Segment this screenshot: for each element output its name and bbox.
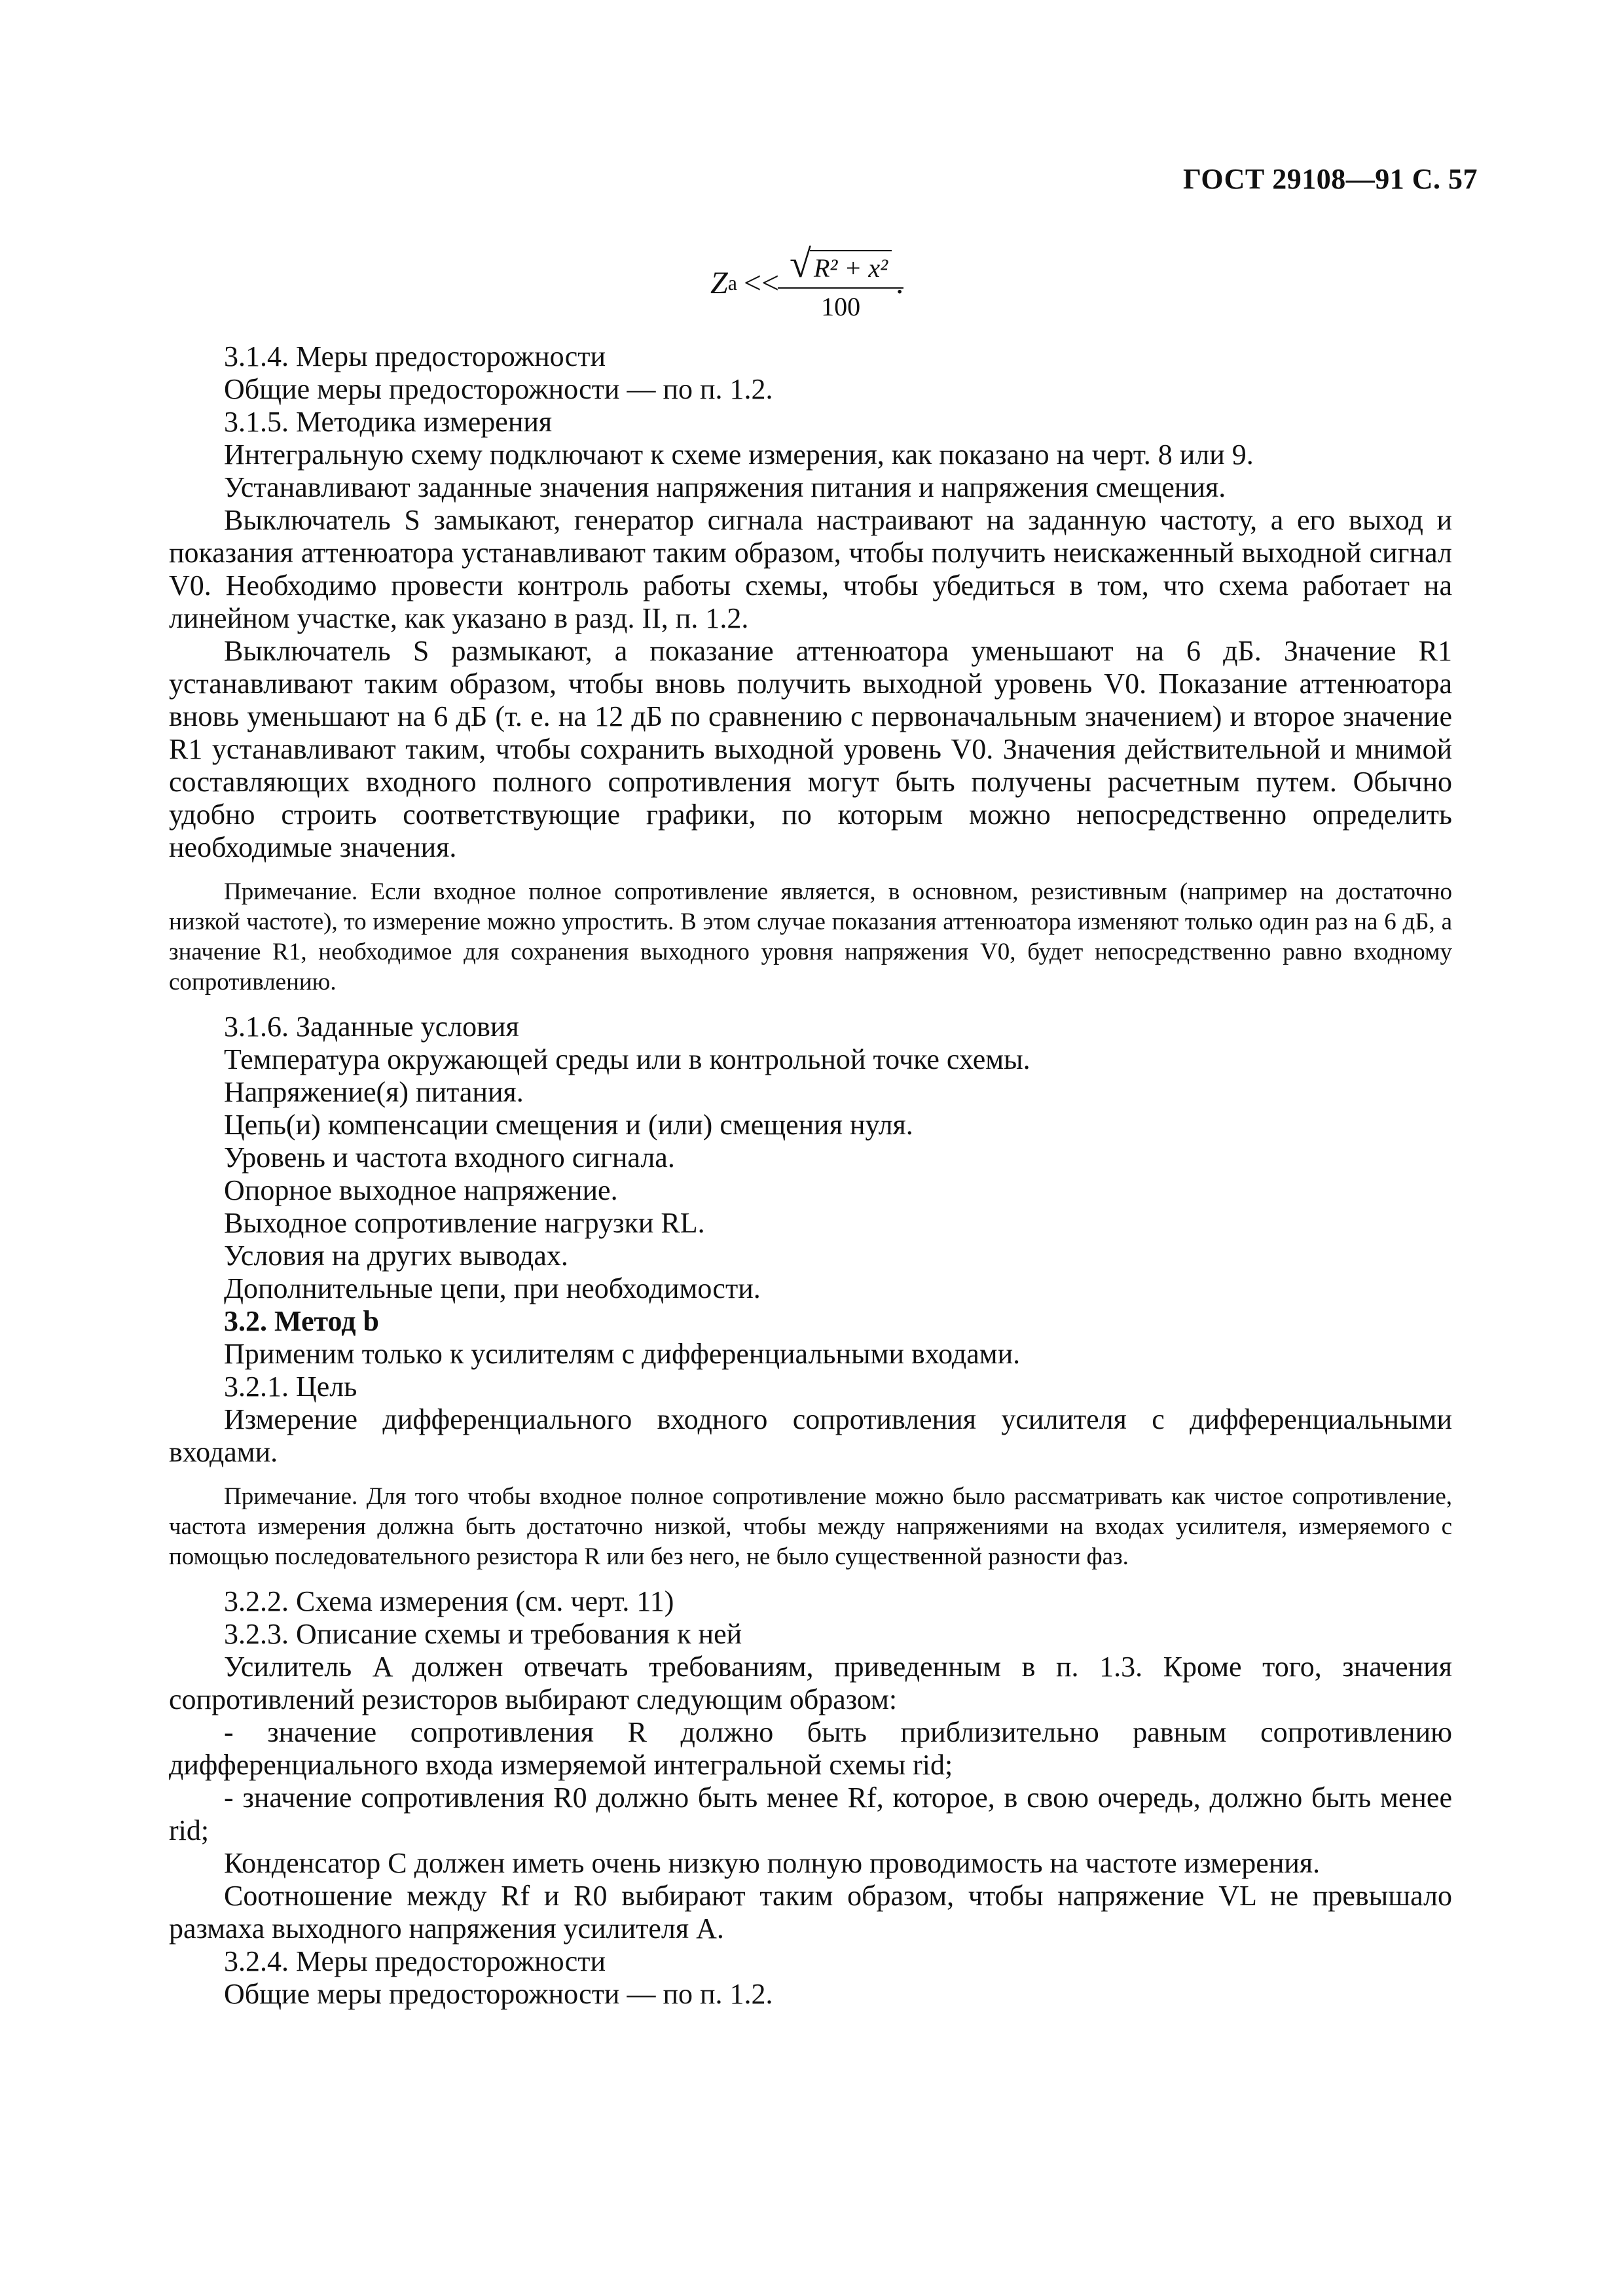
paragraph: Напряжение(я) питания. bbox=[224, 1076, 524, 1108]
paragraph: 3.2.1. Цель bbox=[224, 1371, 357, 1403]
paragraph: Соотношение между Rf и R0 выбирают таким образом, чтобы напряжение VL не превышало размаха выходного напряжения усилителя A. bbox=[169, 1880, 1452, 1945]
paragraph: 3.1.4. Меры предосторожности bbox=[224, 340, 606, 372]
paragraph: Применим только к усилителям с дифференциальными входами. bbox=[224, 1338, 1021, 1370]
paragraph: Цепь(и) компенсации смещения и (или) смещения нуля. bbox=[224, 1109, 913, 1141]
paragraph: 3.2.3. Описание схемы и требования к ней bbox=[224, 1618, 742, 1650]
paragraph: 3.1.6. Заданные условия bbox=[224, 1011, 519, 1043]
sqrt-sign: √ bbox=[790, 242, 811, 285]
page-header: ГОСТ 29108—91 С. 57 bbox=[1182, 163, 1478, 195]
paragraph: Конденсатор C должен иметь очень низкую полную проводимость на частоте измерения. bbox=[224, 1847, 1321, 1879]
formula-radicand: R² + x² bbox=[810, 250, 892, 283]
paragraph: 3.1.5. Методика измерения bbox=[224, 406, 553, 438]
paragraph: Выключатель S замыкают, генератор сигнала настраивают на заданную частоту, а его выход и показания аттенюатора устанавливают таким образом, чтобы получить неискаженный выходной сигнал V0. Необходимо провести контроль работы схемы, чтобы убедиться в том, что схема работает на линейном участке, как указано в разд. II, п. 1.2. bbox=[169, 504, 1452, 634]
paragraph: Измерение дифференциального входного сопротивления усилителя с дифференциальными входами. bbox=[169, 1403, 1452, 1468]
formula-lhs: Z bbox=[710, 265, 728, 300]
paragraph: Интегральную схему подключают к схеме измерения, как показано на черт. 8 или 9. bbox=[224, 439, 1254, 471]
paragraph: - значение сопротивления R0 должно быть менее Rf, которое, в свою очередь, должно быть менее rid; bbox=[169, 1782, 1452, 1846]
formula-operator: << bbox=[743, 265, 780, 300]
paragraph: - значение сопротивления R должно быть приблизительно равным сопротивлению дифференциального входа измеряемой интегральной схемы rid; bbox=[169, 1716, 1452, 1781]
paragraph: Опорное выходное напряжение. bbox=[224, 1174, 618, 1206]
formula-numerator bbox=[786, 244, 896, 287]
formula-fraction bbox=[786, 244, 896, 322]
paragraph: Общие меры предосторожности — по п. 1.2. bbox=[224, 1978, 773, 2010]
formula-lhs-sub: а bbox=[727, 270, 737, 295]
section-heading: 3.2. Метод b bbox=[224, 1305, 379, 1337]
note: Примечание. Для того чтобы входное полное сопротивление можно было рассматривать как чистое сопротивление, частота измерения должна быть достаточно низкой, чтобы между напряжениями на входах усилителя, измеряемого с помощью последовательного резистора R или без него, не было существенной разности фаз. bbox=[169, 1483, 1452, 1570]
formula bbox=[710, 243, 903, 322]
paragraph: Устанавливают заданные значения напряжения питания и напряжения смещения. bbox=[224, 471, 1226, 503]
paragraph: Уровень и частота входного сигнала. bbox=[224, 1141, 675, 1174]
formula-denominator: 100 bbox=[778, 287, 903, 322]
note: Примечание. Если входное полное сопротивление является, в основном, резистивным (например на достаточно низкой частоте), то измерение можно упростить. В этом случае показания аттенюатора изменяют только один раз на 6 дБ, а значение R1, необходимое для сохранения выходного уровня напряжения V0, будет непосредственно равно входному сопротивлению. bbox=[169, 878, 1452, 996]
paragraph: 3.2.2. Схема измерения (см. черт. 11) bbox=[224, 1585, 674, 1617]
paragraph: Усилитель A должен отвечать требованиям, приведенным в п. 1.3. Кроме того, значения сопротивлений резисторов выбирают следующим образом: bbox=[169, 1651, 1452, 1715]
paragraph: Выключатель S размыкают, а показание аттенюатора уменьшают на 6 дБ. Значение R1 устанавливают таким образом, чтобы вновь получить выходной уровень V0. Показание аттенюатора вновь уменьшают на 6 дБ (т. е. на 12 дБ по сравнению с первоначальным значением) и второе значение R1 устанавливают таким, чтобы сохранить выходной уровень V0. Значения действительной и мнимой составляющих входного полного сопротивления могут быть получены расчетным путем. Обычно удобно строить соответствующие графики, по которым можно непосредственно определить необходимые значения. bbox=[169, 635, 1452, 863]
body-text bbox=[169, 340, 1452, 2011]
paragraph: Выходное сопротивление нагрузки RL. bbox=[224, 1207, 705, 1239]
formula-tail: . bbox=[896, 265, 904, 300]
paragraph: Температура окружающей среды или в контрольной точке схемы. bbox=[224, 1043, 1030, 1075]
paragraph: Дополнительные цепи, при необходимости. bbox=[224, 1272, 761, 1304]
paragraph: 3.2.4. Меры предосторожности bbox=[224, 1945, 606, 1977]
paragraph: Условия на других выводах. bbox=[224, 1240, 568, 1272]
paragraph: Общие меры предосторожности — по п. 1.2. bbox=[224, 373, 773, 405]
